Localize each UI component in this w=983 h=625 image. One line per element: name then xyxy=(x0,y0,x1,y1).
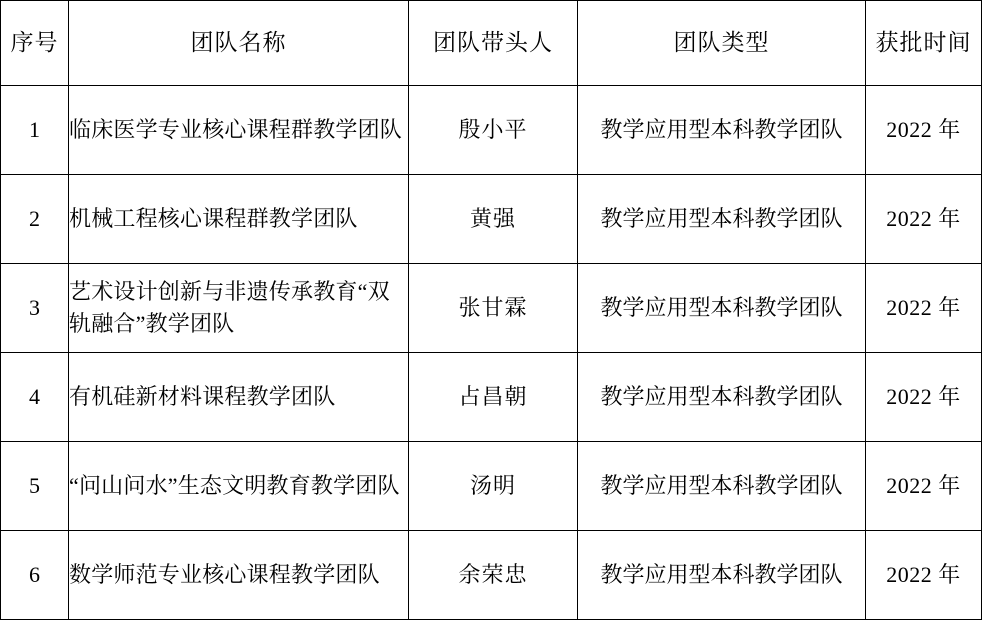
cell-team-name: 艺术设计创新与非遗传承教育“双轨融合”教学团队 xyxy=(69,264,409,353)
table-header-row xyxy=(1,1,982,86)
cell-team-type: 教学应用型本科教学团队 xyxy=(578,531,866,620)
cell-team-name: 临床医学专业核心课程群教学团队 xyxy=(69,86,409,175)
cell-team-leader: 余荣忠 xyxy=(409,531,578,620)
column-header-seq: 序号 xyxy=(1,1,69,86)
table-row xyxy=(1,86,982,175)
table-body xyxy=(1,86,982,620)
table-row xyxy=(1,353,982,442)
column-header-leader: 团队带头人 xyxy=(409,1,578,86)
cell-approval-date: 2022 年 xyxy=(866,264,982,353)
cell-team-type: 教学应用型本科教学团队 xyxy=(578,86,866,175)
cell-team-type: 教学应用型本科教学团队 xyxy=(578,442,866,531)
table-row xyxy=(1,264,982,353)
cell-team-type: 教学应用型本科教学团队 xyxy=(578,353,866,442)
cell-approval-date: 2022 年 xyxy=(866,353,982,442)
cell-team-leader: 黄强 xyxy=(409,175,578,264)
cell-team-name: “问山问水”生态文明教育教学团队 xyxy=(69,442,409,531)
table-header xyxy=(1,1,982,86)
cell-approval-date: 2022 年 xyxy=(866,531,982,620)
cell-seq: 2 xyxy=(1,175,69,264)
cell-team-type: 教学应用型本科教学团队 xyxy=(578,175,866,264)
cell-team-name: 数学师范专业核心课程教学团队 xyxy=(69,531,409,620)
column-header-type: 团队类型 xyxy=(578,1,866,86)
cell-team-name: 机械工程核心课程群教学团队 xyxy=(69,175,409,264)
cell-seq: 1 xyxy=(1,86,69,175)
cell-approval-date: 2022 年 xyxy=(866,442,982,531)
cell-team-leader: 殷小平 xyxy=(409,86,578,175)
table-row xyxy=(1,442,982,531)
table-row xyxy=(1,175,982,264)
cell-team-leader: 占昌朝 xyxy=(409,353,578,442)
cell-team-leader: 汤明 xyxy=(409,442,578,531)
cell-team-leader: 张甘霖 xyxy=(409,264,578,353)
column-header-name: 团队名称 xyxy=(69,1,409,86)
cell-approval-date: 2022 年 xyxy=(866,86,982,175)
table-row xyxy=(1,531,982,620)
cell-seq: 5 xyxy=(1,442,69,531)
cell-seq: 3 xyxy=(1,264,69,353)
column-header-date: 获批时间 xyxy=(866,1,982,86)
cell-seq: 6 xyxy=(1,531,69,620)
cell-seq: 4 xyxy=(1,353,69,442)
cell-team-name: 有机硅新材料课程教学团队 xyxy=(69,353,409,442)
cell-team-type: 教学应用型本科教学团队 xyxy=(578,264,866,353)
cell-approval-date: 2022 年 xyxy=(866,175,982,264)
